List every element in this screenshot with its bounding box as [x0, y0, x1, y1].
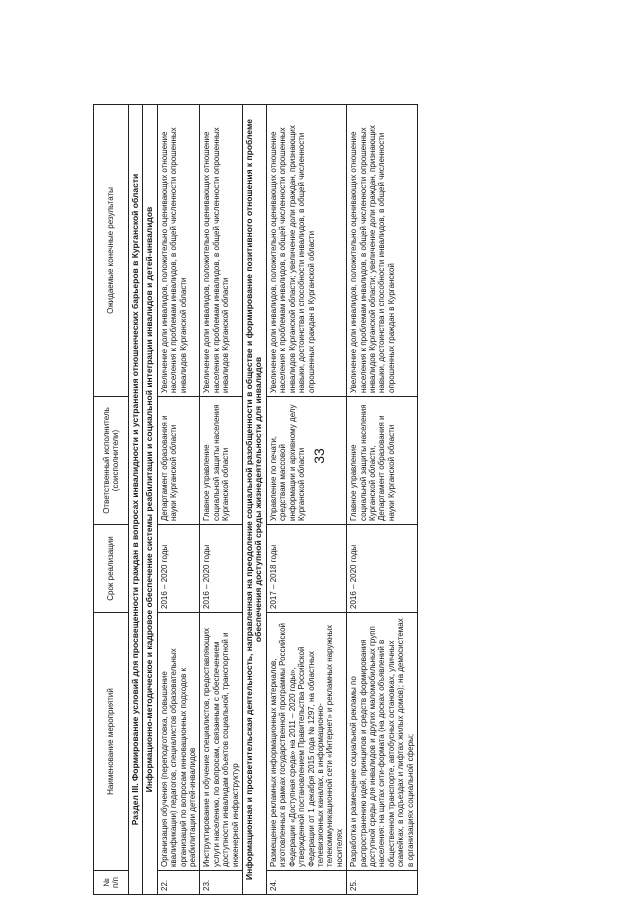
row-number: 23.	[200, 871, 243, 895]
header-num: № п/п	[94, 871, 129, 895]
table-row	[347, 105, 418, 895]
row-measure: Организация обучения (переподготовка, повышение квалификации) педагогов, специалистов образовательных организаций по вопросам инновационных подходов к реабилитации детей-инвалидов	[157, 613, 200, 871]
table-row	[266, 105, 346, 895]
header-name: Наименование мероприятий	[94, 613, 129, 871]
row-measure: Размещение рекламных информационных материалов, изготовленных в рамках государственной программы Российской Федерации «Доступная среда» на 2011 – 2020 годы», утвержденной постановлением Правительства Российской Федерации от 1 декабря 2015 года № 1297, на областных телевизионных каналах, в информационно-телекоммуникационной сети «Интернет» и рекламных наружных носителях	[266, 613, 346, 871]
row-number: 24.	[266, 871, 346, 895]
subsection-title: Информационно-методическое и кадровое обеспечение системы реабилитации и социальной интеграции инвалидов и детей-инвалидов	[143, 105, 157, 895]
row-measure: Разработка и размещение социальной рекламы по распространению идей, принципов и средств формирования доступной среды для инвалидов и других маломобильных групп населения: на щитах сити-формата (на досках объявлений в общественном транспорте, автобусных остановках, уличных скамейках, в подъездах и лифтах жилых домов); на демосистемах в организациях социальной сферы;	[347, 613, 418, 871]
row-period: 2017 – 2018 годы	[266, 525, 346, 613]
row-measure: Инструктирование и обучение специалистов, предоставляющих услуги населению, по вопросам, связанным с обеспечением доступности инвалидам объектов социальной, транспортной и инженерной инфраструктур	[200, 613, 243, 871]
table-row	[157, 105, 200, 895]
row-number: 22.	[157, 871, 200, 895]
section-row	[129, 105, 143, 895]
row-executor: Главное управление социальной защиты населения Курганской области	[200, 397, 243, 525]
row-period: 2016 – 2020 годы	[157, 525, 200, 613]
header-row	[94, 105, 129, 895]
rotated-table-container	[93, 105, 563, 895]
row-executor: Департамент образования и науки Курганской области	[157, 397, 200, 525]
row-number: 25.	[347, 871, 418, 895]
page-number: 33	[311, 448, 327, 464]
row-results: Увеличение доли инвалидов, положительно оценивающих отношение населения к проблемам инвалидов, в общей численности опрошенных инвалидов Курганской области; увеличение доли граждан, признающих навыки, достоинства и способности инвалидов, в общей численности опрошенных граждан в Курганской	[347, 105, 418, 397]
subsection-row	[243, 105, 267, 895]
row-period: 2016 – 2020 годы	[347, 525, 418, 613]
section-title: Раздел III. Формирование условий для просвещенности граждан в вопросах инвалидности и устранения отношенческих барьеров в Курганской области	[129, 105, 143, 895]
subsection-row	[143, 105, 157, 895]
header-period: Срок реализации	[94, 525, 129, 613]
row-executor: Главное управление социальной защиты населения Курганской области, Департамент образования и науки Курганской области	[347, 397, 418, 525]
measures-table	[93, 104, 418, 895]
row-period: 2016 – 2020 годы	[200, 525, 243, 613]
row-executor: Управление по печати, средствам массовой информации и архивному делу Курганской области	[266, 397, 346, 525]
header-executor: Ответственный исполнитель (соисполнители)	[94, 397, 129, 525]
table-row	[200, 105, 243, 895]
header-results: Ожидаемые конечные результаты	[94, 105, 129, 397]
row-results: Увеличение доли инвалидов, положительно оценивающих отношение населения к проблемам инвалидов, в общей численности опрошенных инвалидов Курганской области	[200, 105, 243, 397]
row-results: Увеличение доли инвалидов, положительно оценивающих отношение населения к проблемам инвалидов, в общей численности опрошенных инвалидов Курганской области	[157, 105, 200, 397]
subsection-title: Информационная и просветительская деятельность, направленная на преодоление социальной разобщенности в обществе и формирование позитивного отношения к проблеме обеспечения доступной среды жизнедеятельности для инвалидов	[243, 105, 267, 895]
row-results: Увеличение доли инвалидов, положительно оценивающих отношение населения к проблемам инвалидов, в общей численности опрошенных инвалидов Курганской области; увеличение доли граждан, признающих навыки, достоинства и способности инвалидов, в общей численности опрошенных граждан в Курганской области	[266, 105, 346, 397]
